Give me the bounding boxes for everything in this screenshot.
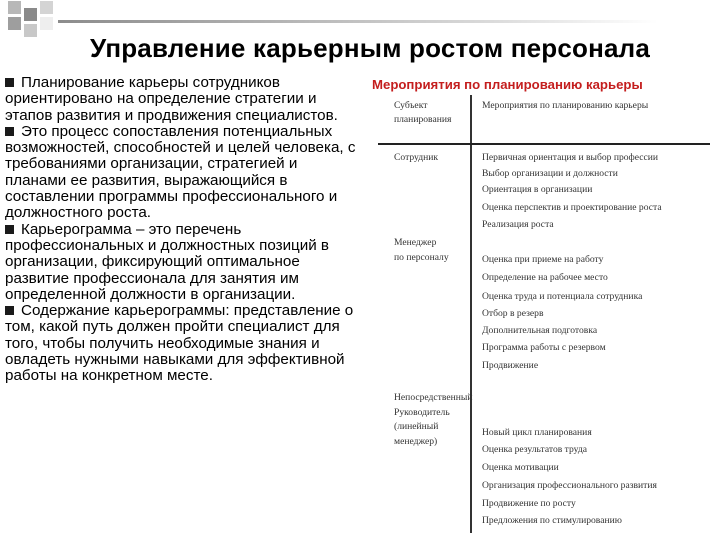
- activity-item: Дополнительная подготовка: [482, 325, 598, 336]
- square-bullet-icon: [5, 78, 14, 87]
- table-title: Мероприятия по планированию карьеры: [372, 77, 643, 92]
- column-divider: [470, 95, 472, 533]
- bullet-text: Это процесс сопоставления потенциальных возможностей, способностей и целей человека, с требованиями организации, стратегией и планами ее развития, выражающийся в составлении программы профессионального и должностного роста.: [5, 122, 356, 222]
- row-subject-line: (линейный: [394, 421, 439, 433]
- activity-item: Оценка труда и потенциала сотрудника: [482, 291, 643, 302]
- row-subject-line: по персоналу: [394, 251, 449, 263]
- activity-item: Оценка перспектив и проектирование роста: [482, 202, 662, 213]
- row-subject: Сотрудник: [394, 152, 439, 163]
- bullet-text: Планирование карьеры сотрудников ориентировано на определение стратегии и этапов развития и продвижения специалистов.: [5, 74, 338, 124]
- row-subject-line: Руководитель: [394, 406, 450, 418]
- corner-square: [24, 8, 37, 21]
- row-subject-line: Непосредственный: [394, 392, 473, 403]
- corner-square: [40, 1, 53, 14]
- corner-square: [8, 1, 21, 14]
- square-bullet-icon: [5, 306, 14, 315]
- activity-item: Организация профессионального развития: [482, 480, 657, 491]
- square-bullet-icon: [5, 127, 14, 136]
- activity-item: Первичная ориентация и выбор профессии: [482, 152, 659, 163]
- bullet-item: [5, 124, 360, 222]
- title-rule: [58, 20, 658, 23]
- activity-item: Выбор организации и должности: [482, 168, 618, 179]
- bullet-text: Карьерограмма – это перечень профессиональных и должностных позиций в организации, фиксирующий оптимальное развитие профессионала для занятия им определенной должности в организации.: [5, 220, 330, 303]
- square-bullet-icon: [5, 225, 14, 234]
- activity-item: Продвижение: [482, 360, 539, 371]
- header-activities: Мероприятия по планированию карьеры: [482, 100, 649, 111]
- row-subject-line: Менеджер: [394, 237, 437, 248]
- activity-item: Ориентация в организации: [482, 184, 593, 195]
- header-subject: [394, 101, 451, 125]
- activity-item: Оценка при приеме на работу: [482, 254, 604, 265]
- activity-item: Новый цикл планирования: [482, 427, 592, 438]
- slide-title: Управление карьерным ростом персонала: [89, 33, 651, 63]
- row-divider: [378, 143, 710, 145]
- corner-square: [40, 17, 53, 30]
- activity-item: Оценка мотивации: [482, 462, 559, 473]
- bullet-text: Содержание карьерограммы: представление о том, какой путь должен пройти специалист для того, чтобы получить необходимые знания и овладеть нужными навыками для эффективной работы на конкретном месте.: [5, 302, 354, 385]
- activity-item: Предложения по стимулированию: [482, 515, 622, 526]
- activity-item: Реализация роста: [482, 219, 554, 230]
- bullet-list: [5, 75, 360, 385]
- row-subject-line: менеджер): [394, 435, 438, 447]
- bullet-item: [5, 75, 360, 124]
- activity-item: Оценка результатов труда: [482, 444, 587, 455]
- corner-square: [24, 24, 37, 37]
- header-subject-line: планирования: [394, 113, 452, 125]
- row-subject: [394, 238, 449, 263]
- activity-item: Продвижение по росту: [482, 498, 576, 509]
- activity-item: Программа работы с резервом: [482, 342, 606, 353]
- bullet-item: [5, 303, 360, 384]
- corner-square: [8, 17, 21, 30]
- header-subject-line: Субъект: [394, 100, 428, 111]
- activity-item: Отбор в резерв: [482, 308, 544, 319]
- bullet-item: [5, 222, 360, 303]
- activity-item: Определение на рабочее место: [482, 272, 608, 283]
- career-planning-table: [378, 95, 710, 533]
- row-subject: [394, 393, 472, 447]
